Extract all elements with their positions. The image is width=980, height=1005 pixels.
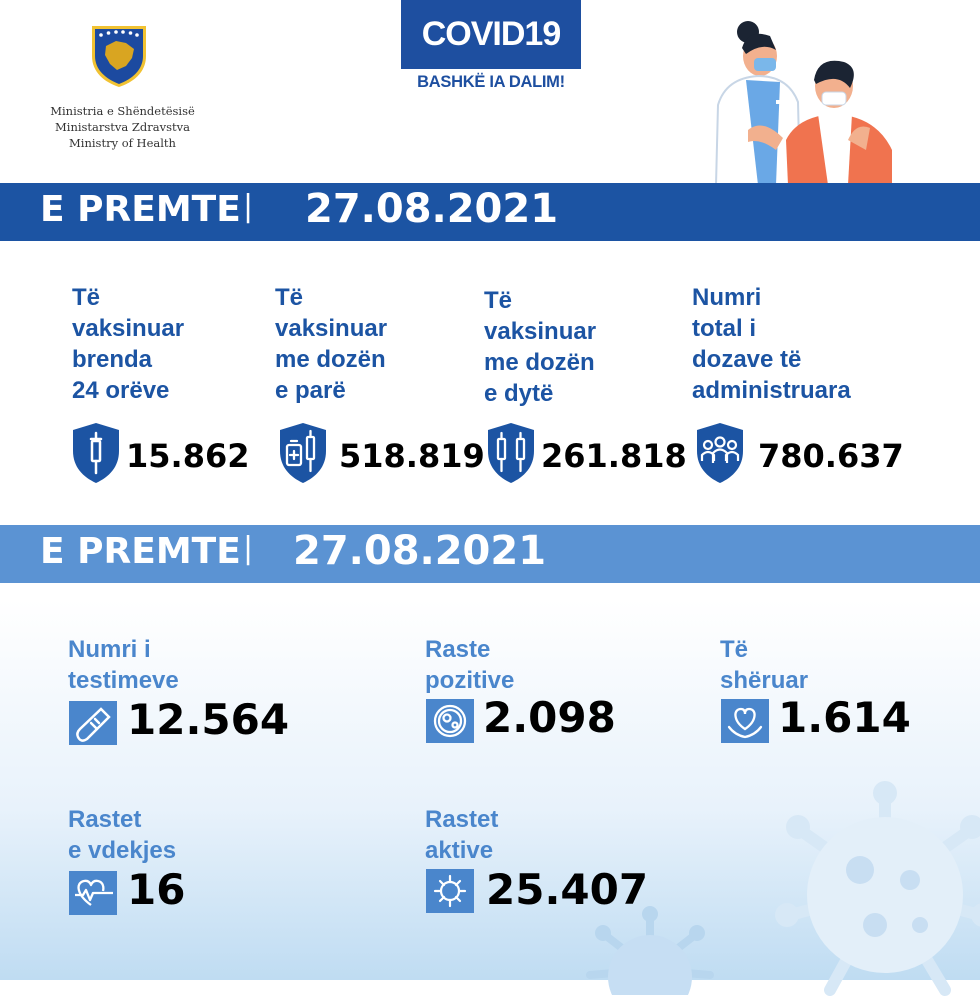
covid-slogan: BASHKË IA DALIM! xyxy=(417,73,565,91)
label-line: Të xyxy=(484,287,513,314)
total-doses-label xyxy=(692,282,851,406)
separator: | xyxy=(243,531,254,566)
separator: | xyxy=(243,189,254,224)
label-line: Raste xyxy=(425,636,491,663)
second-dose-value: 261.818 xyxy=(541,437,687,475)
label-line: shëruar xyxy=(720,667,809,694)
label-line: Numri i xyxy=(68,636,151,663)
test-tube-icon xyxy=(69,701,117,745)
first-dose-value: 518.819 xyxy=(339,437,485,475)
positive-label xyxy=(425,634,514,696)
vaccination-illustration-icon xyxy=(688,10,903,185)
first-dose-label xyxy=(275,282,387,406)
ministry-line: Ministria e Shëndetësisë xyxy=(50,104,195,118)
label-line: 24 orëve xyxy=(72,377,170,404)
date-banner-cases xyxy=(0,525,980,583)
vaccinated-24h-value: 15.862 xyxy=(126,437,250,475)
heart-hands-icon xyxy=(721,699,769,743)
label-line: me dozën xyxy=(484,349,595,376)
label-line: vaksinuar xyxy=(484,318,597,345)
label-line: me dozën xyxy=(275,346,386,373)
vial-syringe-icon xyxy=(276,421,330,485)
virus-decoration-large-icon xyxy=(770,775,980,1005)
label-line: brenda xyxy=(72,346,153,373)
covid-title: COVID19 xyxy=(401,0,581,69)
label-line: Të xyxy=(720,636,749,663)
virus-decoration-small-icon xyxy=(585,905,715,995)
vaccinated-24h-label xyxy=(72,282,184,406)
people-icon xyxy=(693,421,747,485)
total-doses-value: 780.637 xyxy=(758,437,904,475)
label-line: administruara xyxy=(692,377,851,404)
recovered-label xyxy=(720,634,808,696)
ministry-line: Ministarstva Zdravstva xyxy=(54,120,191,134)
label-line: vaksinuar xyxy=(275,315,388,342)
deaths-value: 16 xyxy=(127,865,186,914)
label-line: e dytë xyxy=(484,380,554,407)
label-line: Rastet xyxy=(68,806,142,833)
active-value: 25.407 xyxy=(486,865,649,914)
ministry-name xyxy=(40,103,205,151)
virus-icon xyxy=(426,869,474,913)
label-line: Të xyxy=(275,284,304,311)
recovered-value: 1.614 xyxy=(778,693,911,742)
label-line: Numri xyxy=(692,284,762,311)
two-syringes-icon xyxy=(484,421,538,485)
petri-dish-icon xyxy=(426,699,474,743)
date-label: 27.08.2021 xyxy=(305,186,559,232)
label-line: testimeve xyxy=(68,667,179,694)
active-label xyxy=(425,804,498,866)
syringe-icon xyxy=(69,421,123,485)
deaths-label xyxy=(68,804,176,866)
second-dose-label xyxy=(484,285,596,409)
ministry-line: Ministry of Health xyxy=(69,136,176,150)
day-label: E PREMTE xyxy=(40,189,241,230)
label-line: e vdekjes xyxy=(68,837,177,864)
tests-label xyxy=(68,634,179,696)
label-line: aktive xyxy=(425,837,494,864)
label-line: Të xyxy=(72,284,101,311)
day-label: E PREMTE xyxy=(40,531,241,572)
heartbeat-icon xyxy=(69,871,117,915)
label-line: Rastet xyxy=(425,806,499,833)
label-line: vaksinuar xyxy=(72,315,185,342)
tests-value: 12.564 xyxy=(127,695,290,744)
date-banner-vaccination xyxy=(0,183,980,241)
label-line: total i xyxy=(692,315,756,342)
label-line: pozitive xyxy=(425,667,515,694)
kosovo-emblem-icon xyxy=(90,22,148,88)
positive-value: 2.098 xyxy=(483,693,616,742)
label-line: e parë xyxy=(275,377,346,404)
date-label: 27.08.2021 xyxy=(293,528,547,574)
label-line: dozave të xyxy=(692,346,802,373)
